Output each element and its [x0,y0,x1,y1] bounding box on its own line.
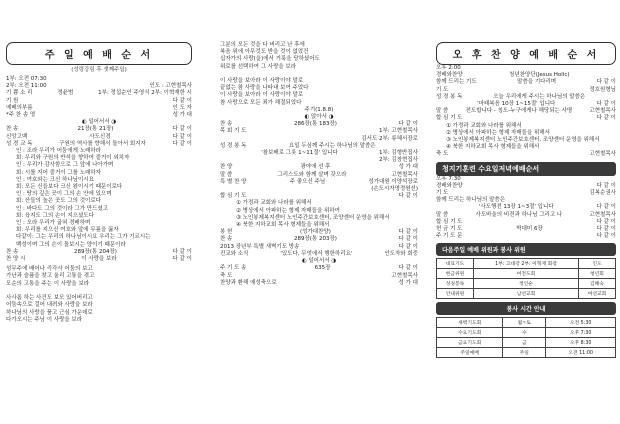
mid-order-list-2 [220,229,418,287]
order-row-cell: 말씀을 기다리며 [517,79,557,86]
reading-line: 회: 육지도 그의 손이 지으셨도다 [16,212,94,219]
order-row-cell: ◐ 앉아서 ◑ [304,114,334,121]
sched-row-cell: 금요기도회 [437,338,503,348]
order-row-cell: 기 쁨 소 리 [6,90,33,97]
order-row-cell: 찬 양 [220,164,233,171]
afternoon-order [436,72,616,122]
order-row-cell: 다 같 이 [596,226,616,233]
responsive-reading [16,148,192,249]
note-line: ① 가정과 교회와 나라를 위해서 [446,122,522,129]
sched-row-cell: 주일 [503,348,546,358]
reading-line: 회: 모든 신들보다 크신 왕이시기 때문이로다 [16,184,123,191]
order-row-cell: 다 같 이 [172,97,192,104]
afternoon-worship-title: 오 후 찬 양 예 배 순 서 [436,42,616,65]
order-row-cell: 다 같 이 [398,243,418,250]
order-row-cell: 인 도 자 [172,104,192,111]
order-row-cell: 특 별 찬 양 [220,178,247,185]
order-row-cell: 경배와찬양 [436,72,463,79]
order-row-cell: 고현철목사 [589,211,616,218]
order-row-cell: 경배와찬양 [436,182,463,189]
sched-row [437,318,616,328]
order-row [220,280,418,287]
order-row-cell: 1부: 고현철목사 [379,128,418,135]
order-row [220,273,418,280]
sched-row-cell: 오후 8:30 [546,338,616,348]
order-row-cell: 성 가 대 [398,164,418,171]
order-row-cell: 요일 두심께 주시는 하나님의 말씀은 [288,142,376,149]
order-row-cell: 축 도 [220,272,233,279]
poem-line [6,288,192,295]
reading-line: 회: 우리를 지으신 여호와 앞에 무릎을 꿇자 [16,227,119,234]
order-row-cell: 고현철목사 [589,108,616,115]
order-row-cell: 1부: 정섭순인 주영식 2부: 이혁재한 시 [98,90,192,97]
order-row-cell: 다 같 이 [596,218,616,225]
order-row [220,172,418,179]
order-row [6,105,192,112]
poem-credit: 주기(1.8.8) [304,106,334,113]
order-row-cell: 635장 [314,265,331,272]
left-after-list [6,249,192,263]
order-row [436,212,616,219]
order-row-cell: 다 같 이 [596,101,616,108]
order-row-cell: 289장(통 203장) [293,236,337,243]
note-line: ② 병상에서 아파하는 형제 자매들을 위해서 [446,129,550,136]
order-row [220,236,418,243]
order-row-cell: 함께 드리는 하나님의 말씀은 [436,197,506,204]
order-row-cell: 1부: 김형반집사 [379,150,418,157]
order-row-cell: 합 심 기 도 [436,115,463,122]
order-row-cell: 김서도 2부: 류혜서장로 [361,135,418,142]
sched-row [437,328,616,338]
order-row [436,87,616,94]
order-row [6,249,192,256]
poem-line: 모순의 고통을 주는 이 사랑을 보라 [6,280,90,287]
sched-row-cell: 수 [503,328,546,338]
sched-row-cell: 수요기도회 [437,328,503,338]
poem-line: 사사롬 하는 사건도 보모 있어버리고 [6,295,93,302]
order-row [6,134,192,141]
sched-row [437,338,616,348]
middle-column [210,0,422,424]
next-row-cell: 성경봉독 [437,279,474,289]
sched-row-cell: 주일예배 [437,348,503,358]
sunday-worship-title: 주 일 예 배 순 서 [6,42,192,65]
hymn-poem [6,266,192,324]
next-week-title: 다음주일 예배 위원과 봉사 위원 [436,243,616,256]
poem-line: 끝없는 참 사랑을 나타내 보여 주었다 [220,85,309,92]
next-row-cell: 대표기도 [437,259,474,269]
order-row-cell: 다 같 이 [398,229,418,236]
order-row-cell: '있도다, 무엇에서 행한하리요' [280,250,353,257]
poem-line: 어둠속으로 걸어 내려와 사랑을 보라 [6,302,93,309]
order-row [436,94,616,101]
order-row-cell: 다 같 이 [596,233,616,240]
schedule-table [436,317,616,358]
order-row [436,79,616,86]
order-row [436,115,616,122]
reading-line: 인 : 바다도 그의 것이라 그가 만드셨고 [16,205,109,212]
sunday-worship-subtitle: (성령강림 후 셋째주일) [71,67,127,73]
order-row-cell: 2013 장년부 특별 새벽기도 방송 [220,243,300,250]
order-row-cell: 다 같 이 [398,193,418,200]
order-row-cell: 고현철목사 [391,272,418,279]
note-line: ③ 노인봉제복지센터 노인주간보호센터, 조양센터 운영을 위해서 [446,137,600,144]
order-row [6,90,192,97]
next-row-cell: 여선교회 [578,289,615,299]
order-row [220,186,418,193]
order-row-cell: 다 같 이 [172,126,192,133]
poem-line: 성무주에 배어나 즉각사 어둠의 보고 [6,266,93,273]
order-row [436,233,616,240]
order-row-cell: 예배의부름 [6,104,33,111]
order-row-cell: 286장(통 183장) [293,121,337,128]
mid-poem [220,42,418,107]
afternoon-benediction [436,151,616,158]
order-row-cell: 주 좋으신 주님 [289,178,326,185]
poem-line: 참 사랑으로 모든 죄가 해결되었다 [220,99,302,106]
note-line: ② 병상에서 아파하는 형제 자매들을 위하여 [236,207,340,214]
reading-line: 인 : 우리가 감사함으로 그 앞에 나아가며 [16,162,114,169]
order-row-cell: 진교와 소식 [220,250,249,257]
order-row-cell: 인도자와 회중 [384,250,418,257]
order-row [6,256,192,263]
reading-line: 인 : 땅의 깊은 곳이 그의 손 안에 있으며 [16,191,112,198]
mid-order-list [220,114,418,200]
order-row-cell: 기 도 [436,86,449,93]
order-row-cell: 다 같 이 [172,140,192,147]
order-row-cell: 성가대원 이양석장로 [368,178,418,185]
poem-line: 십자가의 사랑(을)에서 거룩을 당하셨어도 [220,56,320,63]
order-row [436,151,616,158]
order-row [220,136,418,143]
next-row [437,289,616,299]
order-row-cell: *주 찬 송 영 [6,112,36,119]
order-row-cell: '참보배로 그릇 1~11절' 입니다 [261,150,338,157]
order-row [220,265,418,272]
leader: 인도 : 고현철목사 [149,83,192,90]
order-row-cell: 주 기 도 송 [220,265,247,272]
order-row-cell: 다 같 이 [172,133,192,140]
order-row [220,244,418,251]
poem-line: 하나님의 사랑을 품고 근심 가운데로 [6,309,93,316]
order-row-cell: 정호원형님 [589,86,616,93]
reading-line: 다같이: 그는 우리의 하나님이시요 우리는 그가 기르시는 [16,234,151,241]
next-row-cell: 청년회 [578,269,615,279]
prayer-notes [236,200,418,229]
order-row-cell: 김복순권사 [589,190,616,197]
order-row [6,141,192,148]
next-row [437,259,616,269]
order-row-cell: 289장(통 204장) [73,248,117,255]
order-row-cell: 성 경 봉 독 [436,93,463,100]
order-row-cell: 말 씀 [436,211,449,218]
order-row-cell: 봉 헌 [220,229,233,236]
order-row-cell: 합 심 기 도 [436,218,463,225]
order-row-cell: 찬 송 [6,126,19,133]
order-row-cell: 축 도 [436,151,449,158]
wednesday-time: 오후 7:30 [436,175,461,182]
next-week-table [436,258,616,299]
order-row-cell: 성 가 대 [172,112,192,119]
order-row-cell: 청년찬양단(Jesus Holic) [509,72,570,79]
order-row [220,143,418,150]
poem-line: 이 사랑을 보아라 이 사랑이야 말로 [220,92,304,99]
order-row-cell: 다 같 이 [172,248,192,255]
reading-line: 백성이며 그의 손이 돌보시는 양이기 때문이라 [16,241,126,248]
sched-row [437,348,616,358]
order-row-cell: 다 같 이 [172,256,192,263]
left-column [0,0,200,424]
order-row-cell: 다 같 이 [596,182,616,189]
poem-line: 가난과 슬픔을 찾고 울리 고통을 겪고 [6,273,95,280]
order-row-cell: 말 씀 [436,108,449,115]
order-row-cell: 고현철목사 [391,171,418,178]
next-row-cell: 남선교회 [474,289,579,299]
order-row-cell: 사도바울의 비젼과 하나님 그리고 나 [475,211,563,218]
sched-row-cell: 월~토 [503,318,546,328]
poem-line: 다가오시는 주님 이 사랑을 보라 [6,316,83,323]
order-row-cell: 다 같 이 [398,265,418,272]
next-row-cell: 인도 [578,259,615,269]
poem-line [220,71,418,78]
order-row-cell: 광야에 선 후 [300,164,331,171]
order-row-cell: 기 원 [6,97,19,104]
poem-line: 그분의 모든 것을 다 버리고 난 후에 [220,42,305,48]
right-column [432,0,620,424]
order-row-cell: 주 기 도 문 [436,233,463,240]
order-row-cell: 21장(통 21장) [77,126,114,133]
reading-line: 회: 우리와 구원의 반석을 향하여 즐거이 외치자 [16,155,130,162]
poem-line: 복음 위에 아무것도 받을 것이 없었건 [220,49,309,56]
sched-row-cell: 오전 11:00 [546,348,616,358]
order-row-cell: 찬 송 [220,236,233,243]
order-row-cell: 찬 송 [220,121,233,128]
poem-line: 위로를 선택하여 그 사랑을 보라 [220,63,297,70]
afternoon-time: 오후 2:00 [436,65,461,71]
order-row-cell: '사도행전 13장 1~3절' 입니다 [478,204,554,211]
sched-row-cell: 오전 5:30 [546,318,616,328]
reading-line: 인 : 조라 우리가 어둠에게 노래하라 [16,148,101,155]
poem-line: 이 사랑을 보아라 이 사랑이야 말로 [220,78,304,85]
order-row-cell: 정윤범 [57,90,74,97]
schedule-title: 봉사 시간 안내 [436,302,616,315]
order-row [220,164,418,171]
order-row [6,126,192,133]
order-row-cell: 그리스도와 함께 살며 갖으라 [277,171,347,178]
order-row-cell: 2부: 김창현집사 [379,157,418,164]
order-row-cell: 합 심 기 도 [220,193,247,200]
reading-line: 회: 산들의 높은 곳도 그의 것이로다 [16,198,101,205]
order-row-cell: 이 사랑을 보라 [81,256,117,263]
order-row-cell: 성 가 대 [398,279,418,286]
order-row-cell: 구원의 역사를 향해서 돌아서 회지자 [59,140,146,147]
time-1: 1부: 오전 07:30 [6,76,47,82]
order-row [220,128,418,135]
order-row-cell: 기 도 [436,190,449,197]
order-row-cell: (성가대찬양) [300,229,331,236]
order-row-cell: 다 같 이 [398,236,418,243]
afternoon-prayer-notes [446,123,616,152]
sched-row-cell: 새벽기도회 [437,318,503,328]
order-row-cell: 찬 송 [6,248,19,255]
order-row-cell: 목 회 기 도 [220,128,247,135]
order-row-cell: 헌 금 기 도 [436,226,463,233]
next-row [437,269,616,279]
order-row [436,108,616,115]
order-row [436,204,616,211]
order-row-cell: 오늘 우리에게 주시는 하나님의 말씀은 [493,93,586,100]
sched-row-cell: 금 [503,338,546,348]
order-row-cell: 고현철목사 [589,151,616,158]
time-2: 2부: 오전 11:00 [6,83,47,90]
order-row-cell: ◐ 일어서서 ◑ [81,119,117,126]
order-row-cell: '마태복음 10장 1~15절' 입니다 [477,101,556,108]
order-row [436,226,616,233]
order-row [436,219,616,226]
left-order-list [6,90,192,148]
note-line: ① 가정과 교회와 나라를 위해서 [236,200,312,207]
note-line: ④ 북한 지하교회 목사 형제들을 위해서 [446,144,540,151]
reading-line: 인 : 오라 우리가 굽혀 경배하며 [16,220,91,227]
next-row-cell: 김혜숙 [578,279,615,289]
order-row [436,183,616,190]
sched-row-cell: 오후 7:30 [546,328,616,338]
reading-line: 회: 시를 지어 즐거이 그를 노래하자 [16,169,101,176]
next-row-cell: 1부: 고대강 2부: 이혁재 회장 [474,259,579,269]
order-row-cell: 박대미 6장 [516,226,543,233]
order-row-cell: 사도신경 [89,133,111,140]
reading-line: 인 : 여호와는 크신 하나님이시요 [16,176,94,183]
order-row [6,98,192,105]
order-row-cell: 다 같 이 [596,79,616,86]
next-row [437,279,616,289]
order-row-cell: 찬 양 시 [6,256,26,263]
order-row-cell: 함께 드리는 기도 [436,79,477,86]
order-row-cell: 다 같 이 [596,115,616,122]
order-row-cell: 성 경 봉 독 [220,142,247,149]
order-row-cell: 말 씀 [220,171,233,178]
order-row-cell: 다 같 이 [398,121,418,128]
next-row-cell: 헌금위원 [437,269,474,279]
order-row [220,251,418,258]
next-row-cell: 정인순 [474,279,579,289]
order-row-cell: 전도합니다 - 칭도-누구에게나 해당되는 사명 [465,108,573,115]
order-row-cell: 성 경 교 독 [6,140,33,147]
order-row-cell: 다 같 이 [596,204,616,211]
order-row [220,179,418,186]
order-row-cell: (손도시자영정원선) [371,186,418,193]
wednesday-order [436,183,616,241]
next-row-cell: 여전도회 [474,269,579,279]
wednesday-worship-title: 청지기훈련 수요일저녁예배순서 [436,162,616,176]
note-line: ③ 노인봉제복지센터 노인주간보호센터, 조양센터 운영을 위해서 [236,214,390,221]
note-line: ④ 북한 지하교회 목사 형제들을 위해서 [236,222,330,229]
order-row-cell: 신앙고백 [6,133,28,140]
next-row-cell: 안내위원 [437,289,474,299]
order-row-cell: ◐ 일어서서 ◑ [301,258,337,265]
order-row-cell: 찬양과 환해 예성축으로 [220,279,277,286]
